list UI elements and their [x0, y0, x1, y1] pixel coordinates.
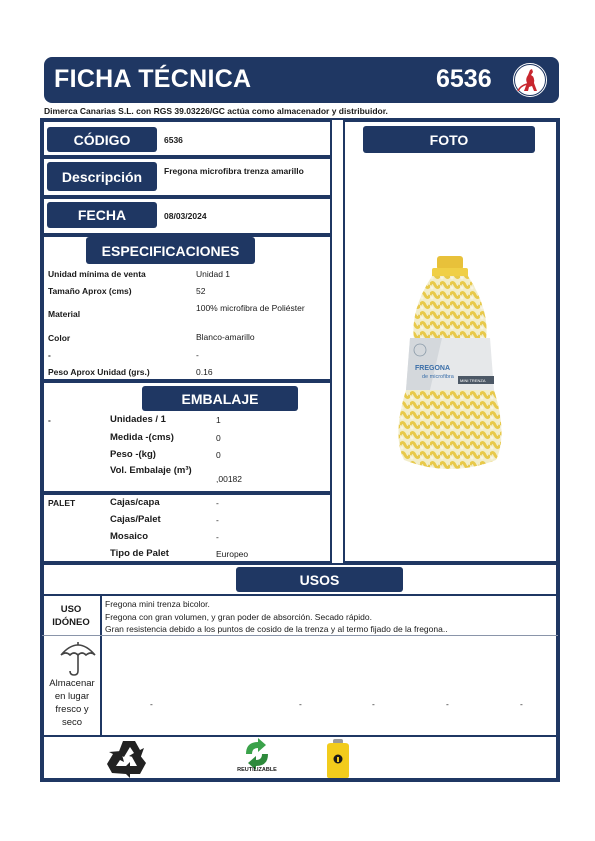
spec-label: - [48, 350, 51, 360]
spec-value: 0.16 [196, 367, 213, 377]
uso-line: Gran resistencia debido a los puntos de cosido de la trenza y al termo fijado de la fregona.. [105, 624, 448, 634]
uso-idoneo-label: USO IDÓNEO [52, 604, 90, 628]
embalaje-value: 1 [216, 415, 221, 425]
uso-text [105, 598, 555, 636]
uso-line: Fregona mini trenza bicolor. [105, 599, 210, 609]
reutilizable-label: REUTILIZABLE [237, 767, 277, 773]
spec-label: Material [48, 309, 81, 319]
spec-value: - [196, 350, 199, 360]
usos-title: USOS [236, 567, 403, 592]
kangaroo-logo-icon [510, 60, 550, 100]
codigo-label: CÓDIGO [47, 127, 157, 152]
embalaje-label: Medida -(cms) [110, 432, 174, 443]
company-note: Dimerca Canarias S.L. con RGS 39.03226/GC actúa como almacenador y distribuidor. [44, 106, 388, 116]
embalaje-group-label: - [48, 415, 51, 425]
header-bar [44, 57, 559, 103]
palet-row-value: - [216, 515, 219, 525]
embalaje-title: EMBALAJE [142, 386, 298, 411]
descripcion-label: Descripción [47, 162, 157, 191]
palet-row-label: Cajas/Palet [110, 514, 161, 525]
embalaje-label: Peso -(kg) [110, 449, 156, 460]
spec-label: Peso Aprox Unidad (grs.) [48, 367, 150, 377]
spec-label: Tamaño Aprox (cms) [48, 286, 132, 296]
embalaje-value: ,00182 [216, 474, 242, 484]
dash: - [520, 699, 523, 709]
product-photo [370, 250, 530, 480]
embalaje-value: 0 [216, 433, 221, 443]
storage-label: Almacenar en lugar fresco y seco [49, 678, 95, 728]
page-title: FICHA TÉCNICA [54, 65, 252, 93]
palet-row-label: Tipo de Palet [110, 548, 169, 559]
yellow-bin-icon [324, 739, 352, 779]
dash: - [446, 699, 449, 709]
embalaje-value: 0 [216, 450, 221, 460]
band-tag: MINI TRENZA [460, 378, 486, 383]
divider [42, 594, 558, 596]
palet-label: PALET [48, 498, 76, 508]
palet-row-value: - [216, 532, 219, 542]
specs-title: ESPECIFICACIONES [86, 237, 255, 264]
dash: - [150, 699, 153, 709]
foto-label: FOTO [363, 126, 535, 153]
spec-value: 100% microfibra de Poliéster [196, 303, 305, 313]
palet-row-value: - [216, 498, 219, 508]
spec-label: Color [48, 333, 71, 343]
umbrella-icon [58, 639, 98, 677]
fecha-label: FECHA [47, 202, 157, 228]
dash: - [299, 699, 302, 709]
palet-row-value: Europeo [216, 549, 249, 559]
spec-value: 52 [196, 286, 206, 296]
spec-value: Blanco-amarillo [196, 332, 255, 342]
palet-row-label: Mosaico [110, 531, 149, 542]
band-sub: de microfibra [422, 374, 454, 380]
recycle-icon [106, 737, 152, 779]
palet-row-label: Cajas/capa [110, 497, 160, 508]
reusable-icon [232, 737, 282, 779]
embalaje-label: Vol. Embalaje (m³) [110, 465, 192, 476]
dash: - [372, 699, 375, 709]
codigo-value: 6536 [164, 135, 183, 145]
spec-value: Unidad 1 [196, 269, 231, 279]
fecha-value: 08/03/2024 [164, 211, 207, 221]
palet-block [42, 493, 332, 563]
divider [100, 594, 102, 736]
spec-label: Unidad mínima de venta [48, 269, 146, 279]
uso-line: Fregona con gran volumen, y gran poder de absorción. Secado rápido. [105, 611, 372, 622]
divider [42, 635, 558, 636]
header-code: 6536 [436, 65, 492, 93]
band-title: FREGONA [415, 365, 450, 372]
embalaje-label: Unidades / 1 [110, 414, 166, 425]
descripcion-value: Fregona microfibra trenza amarillo [164, 166, 304, 176]
